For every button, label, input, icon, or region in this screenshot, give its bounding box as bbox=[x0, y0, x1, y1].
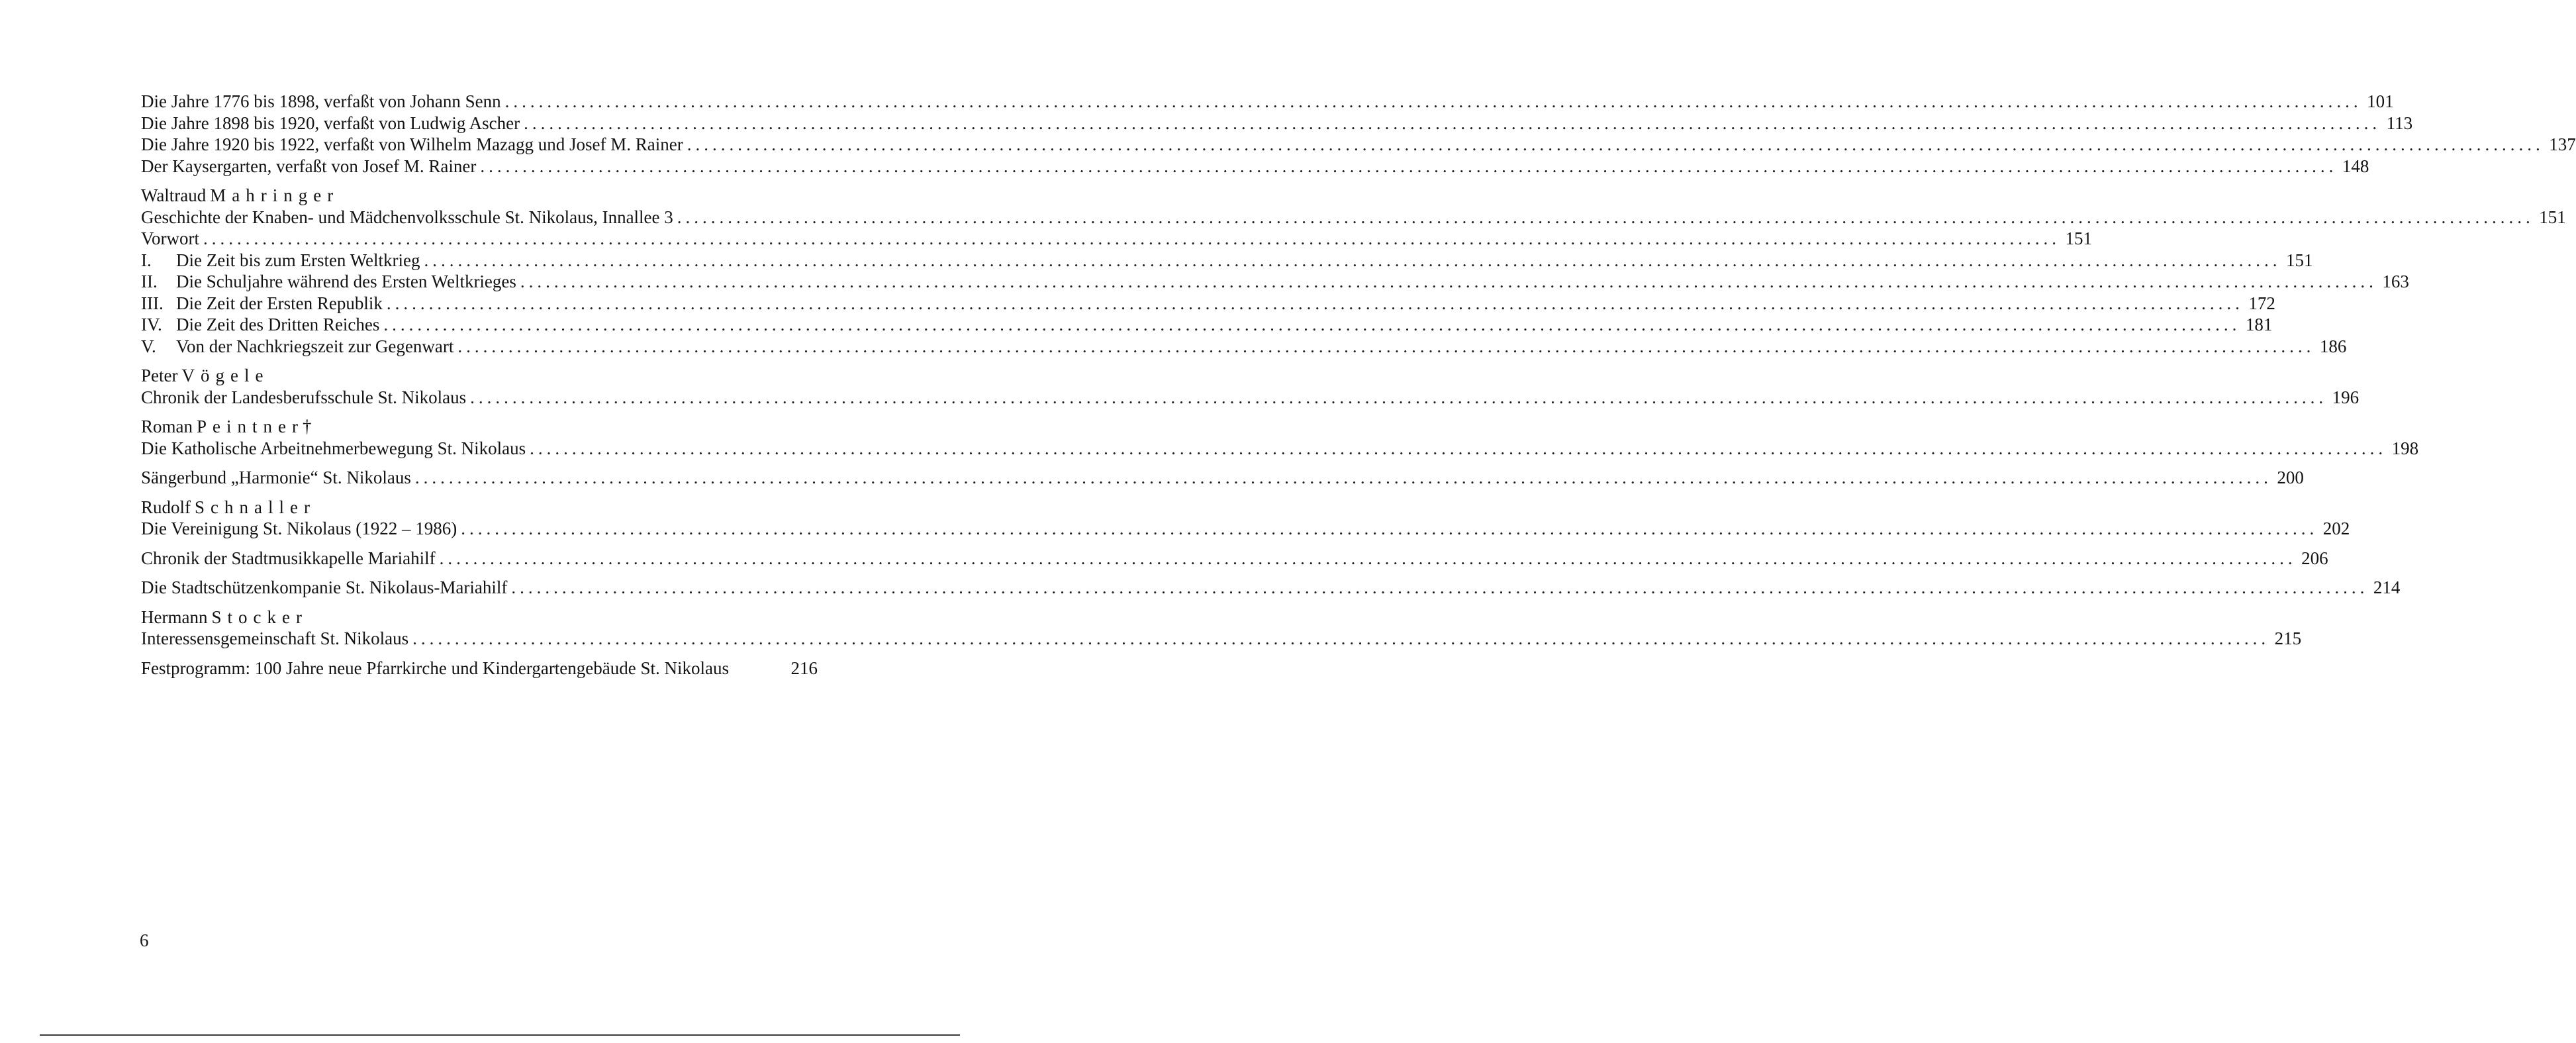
toc-entry bbox=[141, 577, 2401, 599]
page-reference: 216 bbox=[790, 658, 818, 678]
toc-group bbox=[141, 607, 2302, 650]
author-name bbox=[141, 185, 818, 207]
page-reference: 172 bbox=[2248, 293, 2275, 313]
toc-group bbox=[141, 577, 2401, 599]
page-number: 6 bbox=[140, 930, 149, 950]
author-surname: Mahringer bbox=[210, 185, 340, 205]
entry-title: Die Vereinigung St. Nikolaus (1922 – 1986) bbox=[141, 519, 457, 538]
page-reference: 214 bbox=[2373, 577, 2401, 597]
author-first-name: Rudolf bbox=[141, 497, 191, 517]
dot-leader: ............................................................................................................................................................................................................................ bbox=[383, 315, 2241, 334]
entry-title: Von der Nachkriegszeit zur Gegenwart bbox=[176, 336, 454, 356]
chapter-numeral: III. bbox=[141, 293, 164, 313]
entry-title: Sängerbund „Harmonie“ St. Nikolaus bbox=[141, 468, 411, 487]
entry-title: Die Schuljahre während des Ersten Weltkrieges bbox=[176, 272, 516, 291]
toc-entry bbox=[141, 658, 818, 679]
toc-group bbox=[141, 497, 2350, 540]
toc-group bbox=[141, 185, 2566, 357]
entry-title: Die Zeit der Ersten Republik bbox=[176, 293, 383, 313]
toc-entry bbox=[141, 293, 2275, 315]
dot-leader: ............................................................................................................................................................................................................................ bbox=[687, 134, 2544, 154]
entry-title: Die Stadtschützenkompanie St. Nikolaus-Mariahilf bbox=[141, 577, 508, 597]
toc-group bbox=[141, 91, 2576, 177]
entry-title: Die Jahre 1898 bis 1920, verfaßt von Ludwig Ascher bbox=[141, 113, 520, 133]
dot-leader: ............................................................................................................................................................................................................................ bbox=[520, 272, 2377, 291]
toc-group bbox=[141, 416, 2419, 459]
bottom-edge-rule bbox=[40, 1034, 960, 1036]
page-reference: 196 bbox=[2332, 387, 2360, 407]
chapter-numeral: II. bbox=[141, 272, 158, 291]
page-reference: 137 bbox=[2549, 134, 2576, 154]
page-reference: 151 bbox=[2285, 250, 2313, 270]
dot-leader: ............................................................................................................................................................................................................................ bbox=[511, 577, 2369, 597]
page-reference: 151 bbox=[2065, 228, 2093, 248]
table-of-contents bbox=[141, 91, 2576, 687]
toc-entry bbox=[141, 314, 2273, 336]
deceased-dagger-mark: † bbox=[302, 417, 312, 436]
author-surname: Schnaller bbox=[195, 497, 316, 517]
page-reference: 206 bbox=[2301, 548, 2328, 568]
entry-title: Festprogramm: 100 Jahre neue Pfarrkirche und Kindergartengebäude St. Nikolaus bbox=[141, 658, 730, 678]
toc-entry bbox=[141, 250, 2313, 272]
entry-title: Die Zeit bis zum Ersten Weltkrieg bbox=[176, 250, 420, 270]
dot-leader: ............................................................................................................................................................................................................................ bbox=[480, 156, 2338, 176]
chapter-numeral: I. bbox=[141, 250, 152, 270]
dot-leader: ............................................................................................................................................................................................................................ bbox=[470, 387, 2328, 407]
author-name bbox=[141, 416, 818, 438]
author-first-name: Hermann bbox=[141, 607, 208, 627]
toc-entry bbox=[141, 271, 2409, 293]
page-reference: 151 bbox=[2539, 207, 2566, 227]
toc-entry bbox=[141, 207, 2566, 228]
entry-title: Der Kaysergarten, verfaßt von Josef M. Rainer bbox=[141, 156, 477, 176]
toc-entry bbox=[141, 336, 2347, 358]
author-name bbox=[141, 365, 818, 387]
dot-leader: ............................................................................................................................................................................................................................ bbox=[530, 438, 2387, 458]
page-reference: 181 bbox=[2245, 315, 2273, 334]
author-surname: Vögele bbox=[181, 366, 269, 385]
dot-leader: ............................................................................................................................................................................................................................ bbox=[439, 548, 2297, 568]
entry-title: Interessensgemeinschaft St. Nikolaus bbox=[141, 628, 409, 648]
page-reference: 163 bbox=[2382, 272, 2409, 291]
dot-leader: ............................................................................................................................................................................................................................ bbox=[412, 628, 2270, 648]
toc-entry bbox=[141, 467, 2304, 489]
page-reference: 215 bbox=[2274, 628, 2302, 648]
toc-entry bbox=[141, 228, 2093, 250]
toc-entry bbox=[141, 113, 2413, 134]
toc-group bbox=[141, 365, 2360, 408]
toc-group bbox=[141, 467, 2304, 489]
entry-title: Chronik der Stadtmusikkapelle Mariahilf bbox=[141, 548, 436, 568]
author-surname: Stocker bbox=[211, 607, 308, 627]
page-reference: 113 bbox=[2386, 113, 2413, 133]
author-first-name: Roman bbox=[141, 417, 193, 436]
dot-leader: ............................................................................................................................................................................................................................ bbox=[461, 519, 2318, 538]
author-name bbox=[141, 497, 818, 519]
entry-title: Die Jahre 1776 bis 1898, verfaßt von Johann Senn bbox=[141, 91, 501, 111]
dot-leader: ............................................................................................................................................................................................................................ bbox=[504, 91, 2362, 111]
page-reference: 202 bbox=[2322, 519, 2350, 538]
author-first-name: Waltraud bbox=[141, 185, 207, 205]
toc-entry bbox=[141, 156, 2369, 177]
page-reference: 148 bbox=[2342, 156, 2369, 176]
toc-entry bbox=[141, 387, 2360, 409]
toc-entry bbox=[141, 91, 2394, 113]
chapter-numeral: V. bbox=[141, 336, 156, 356]
entry-title: Vorwort bbox=[141, 228, 200, 248]
dot-leader: ............................................................................................................................................................................................................................ bbox=[424, 250, 2281, 270]
entry-title: Die Katholische Arbeitnehmerbewegung St. Nikolaus bbox=[141, 438, 526, 458]
chapter-numeral: IV. bbox=[141, 315, 162, 334]
entry-title: Die Zeit des Dritten Reiches bbox=[176, 315, 380, 334]
toc-entry bbox=[141, 548, 2328, 570]
toc-entry bbox=[141, 438, 2419, 460]
page-reference: 101 bbox=[2367, 91, 2394, 111]
dot-leader: ............................................................................................................................................................................................................................ bbox=[386, 293, 2244, 313]
dot-leader: ............................................................................................................................................................................................................................ bbox=[414, 468, 2272, 487]
author-name bbox=[141, 607, 818, 628]
author-surname: Peintner bbox=[197, 417, 304, 436]
entry-title: Die Jahre 1920 bis 1922, verfaßt von Wilhelm Mazagg und Josef M. Rainer bbox=[141, 134, 683, 154]
toc-entry bbox=[141, 628, 2302, 650]
dot-leader: ............................................................................................................................................................................................................................ bbox=[677, 207, 2534, 227]
author-first-name: Peter bbox=[141, 366, 178, 385]
dot-leader: ............................................................................................................................................................................................................................ bbox=[524, 113, 2381, 133]
dot-leader: ............................................................................................................................................................................................................................ bbox=[457, 336, 2315, 356]
entry-title: Geschichte der Knaben- und Mädchenvolksschule St. Nikolaus, Innallee 3 bbox=[141, 207, 673, 227]
entry-title: Chronik der Landesberufsschule St. Nikolaus bbox=[141, 387, 467, 407]
page-reference: 198 bbox=[2391, 438, 2419, 458]
toc-group bbox=[141, 658, 818, 679]
toc-entry bbox=[141, 134, 2576, 156]
dot-leader: ............................................................................................................................................................................................................................ bbox=[203, 228, 2061, 248]
toc-entry bbox=[141, 518, 2350, 540]
page-reference: 200 bbox=[2277, 468, 2304, 487]
toc-group bbox=[141, 548, 2328, 570]
page-reference: 186 bbox=[2319, 336, 2347, 356]
